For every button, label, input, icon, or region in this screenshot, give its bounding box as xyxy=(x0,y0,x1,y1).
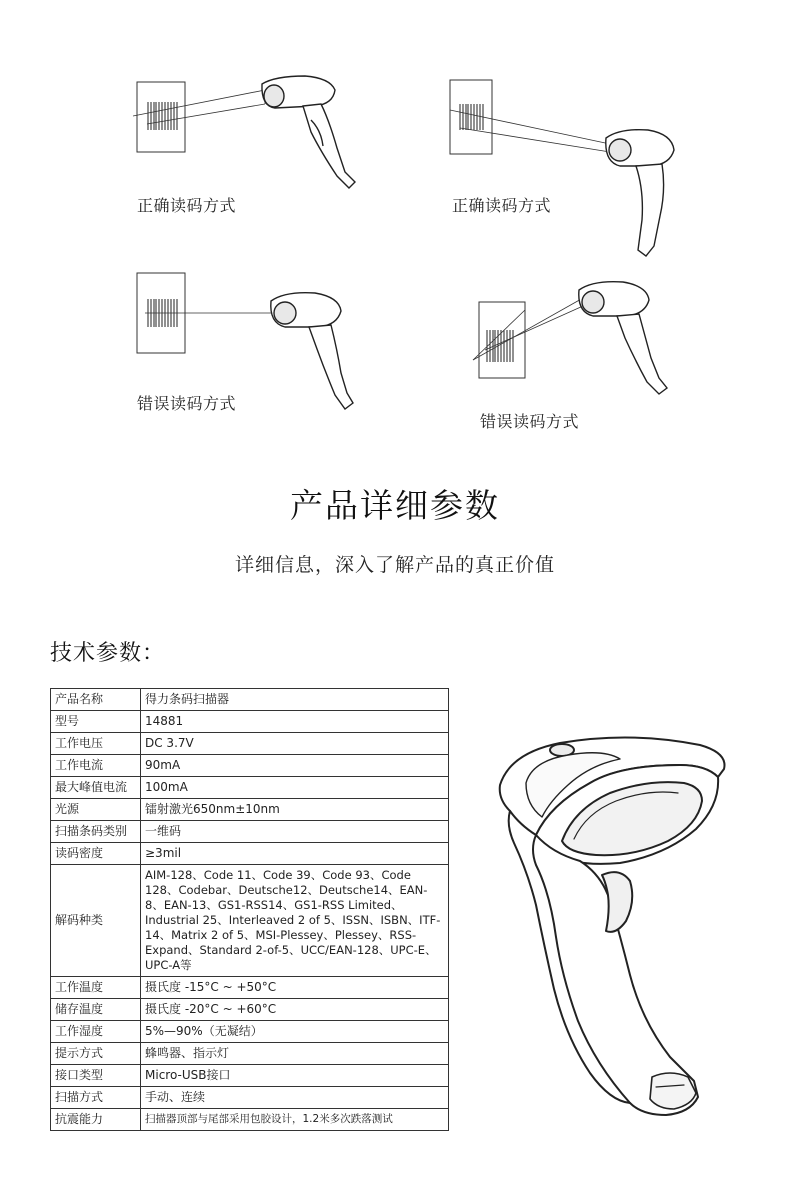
table-row xyxy=(51,733,449,755)
table-row xyxy=(51,821,449,843)
spec-value: 14881 xyxy=(141,711,449,733)
spec-key: 光源 xyxy=(51,799,141,821)
barcode-icon xyxy=(460,104,483,130)
diagram-wrong-2 xyxy=(465,270,705,410)
spec-value: 手动、连续 xyxy=(141,1087,449,1109)
spec-table xyxy=(50,688,449,1131)
spec-value: 100mA xyxy=(141,777,449,799)
spec-key: 工作电流 xyxy=(51,755,141,777)
spec-value: 扫描器顶部与尾部采用包胶设计，1.2米多次跌落测试 xyxy=(141,1109,449,1131)
spec-key: 最大峰值电流 xyxy=(51,777,141,799)
section-title: 产品详细参数 xyxy=(290,486,500,525)
table-row xyxy=(51,755,449,777)
table-row xyxy=(51,799,449,821)
table-row xyxy=(51,977,449,999)
scanner-icon xyxy=(262,76,355,188)
table-row xyxy=(51,1087,449,1109)
spec-value: 得力条码扫描器 xyxy=(141,689,449,711)
spec-value: 一维码 xyxy=(141,821,449,843)
table-row xyxy=(51,777,449,799)
spec-key: 型号 xyxy=(51,711,141,733)
section-subtitle: 详细信息，深入了解产品的真正价值 xyxy=(234,554,555,576)
table-row xyxy=(51,1043,449,1065)
spec-value: 5%—90%（无凝结） xyxy=(141,1021,449,1043)
table-row xyxy=(51,1021,449,1043)
scanner-icon xyxy=(271,293,353,409)
spec-key: 产品名称 xyxy=(51,689,141,711)
scanner-product-drawing xyxy=(470,725,740,1125)
scanner-icon xyxy=(606,130,674,256)
diagram-caption: 错误读码方式 xyxy=(480,412,580,431)
diagram-correct-2 xyxy=(440,70,700,270)
scanner-icon xyxy=(579,282,667,394)
spec-value: 镭射激光650nm±10nm xyxy=(141,799,449,821)
diagram-caption: 错误读码方式 xyxy=(137,394,237,413)
spec-key: 扫描条码类别 xyxy=(51,821,141,843)
diagram-caption: 正确读码方式 xyxy=(137,196,237,215)
spec-key: 工作电压 xyxy=(51,733,141,755)
table-row xyxy=(51,1109,449,1131)
spec-key: 储存温度 xyxy=(51,999,141,1021)
spec-key: 读码密度 xyxy=(51,843,141,865)
spec-value: 90mA xyxy=(141,755,449,777)
spec-key: 提示方式 xyxy=(51,1043,141,1065)
table-row xyxy=(51,999,449,1021)
spec-heading: 技术参数： xyxy=(50,641,166,666)
spec-key: 接口类型 xyxy=(51,1065,141,1087)
spec-key: 扫描方式 xyxy=(51,1087,141,1109)
barcode-card xyxy=(479,302,525,378)
table-row xyxy=(51,689,449,711)
table-row xyxy=(51,711,449,733)
spec-value: Micro-USB接口 xyxy=(141,1065,449,1087)
diagram-caption: 正确读码方式 xyxy=(452,196,552,215)
table-row xyxy=(51,865,449,977)
table-row xyxy=(51,1065,449,1087)
spec-value: 摄氏度 -20°C ~ +60°C xyxy=(141,999,449,1021)
spec-key: 工作湿度 xyxy=(51,1021,141,1043)
table-row xyxy=(51,843,449,865)
spec-value: ≥3mil xyxy=(141,843,449,865)
spec-value: AIM-128、Code 11、Code 39、Code 93、Code 128、Codebar、Deutsche12、Deutsche14、EAN-8、EAN-13、GS1-RSS14、GS1-RSS Limited、Industrial 25、Interleaved 2 of 5、ISSN、ISBN、ITF-14、Matrix 2 of 5、MSI-Plessey、Plessey、RSS-Expand、Standard 2-of-5、UCC/EAN-128、UPC-E、UPC-A等 xyxy=(141,865,449,977)
diagram-correct-1 xyxy=(125,70,365,190)
spec-value: 蜂鸣器、指示灯 xyxy=(141,1043,449,1065)
spec-value: 摄氏度 -15°C ~ +50°C xyxy=(141,977,449,999)
spec-key: 抗震能力 xyxy=(51,1109,141,1131)
spec-key: 解码种类 xyxy=(51,865,141,977)
barcode-card xyxy=(137,82,185,152)
spec-key: 工作温度 xyxy=(51,977,141,999)
spec-value: DC 3.7V xyxy=(141,733,449,755)
